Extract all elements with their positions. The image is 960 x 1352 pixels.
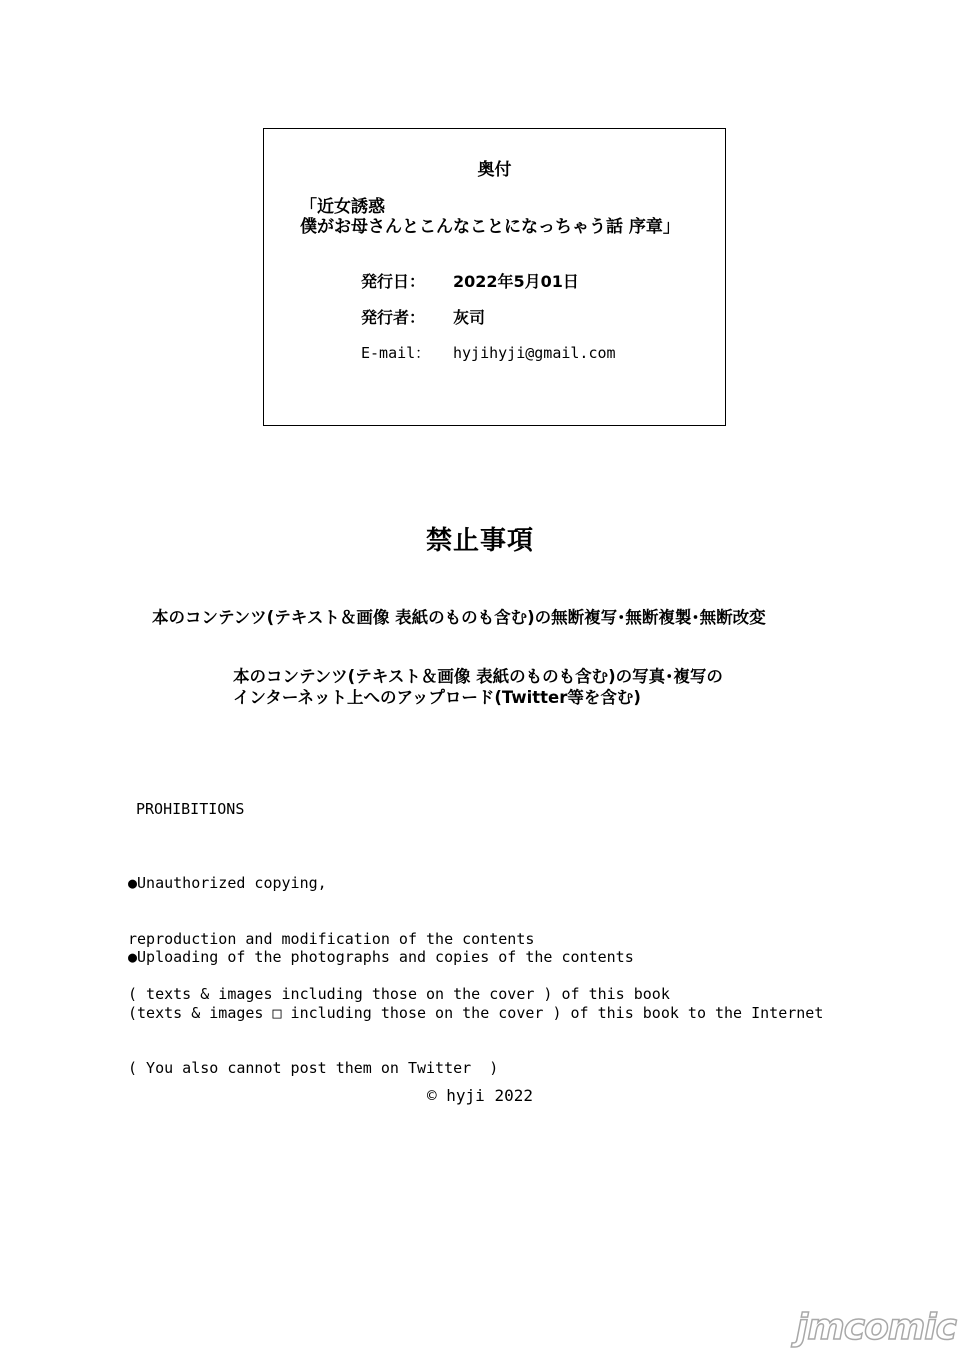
work-title-line-1: 「近女誘惑 [300, 197, 385, 217]
copyright: © hyji 2022 [427, 1086, 533, 1105]
prohibition-en-item-2 [128, 911, 823, 1096]
publisher-label: 発行者： [361, 308, 426, 327]
publisher-row [361, 305, 485, 328]
watermark-logo: jmcomic [795, 1307, 956, 1348]
prohibition-en-item-1-line-2: reproduction and modification of the contents [128, 929, 535, 948]
email-label: E-mail： [361, 344, 431, 362]
prohibition-jp-item-2-line-1: 本のコンテンツ(テキスト＆画像 表紙のものも含む)の写真･複写の [233, 667, 723, 686]
prohibition-en-item-2-line-3: ( You also cannot post them on Twitter ) [128, 1059, 499, 1077]
colophon-title: 奥付 [477, 160, 512, 180]
email-row [361, 342, 616, 363]
publish-date-label: 発行日： [361, 272, 426, 291]
prohibitions-en-heading: PROHIBITIONS [136, 800, 245, 818]
prohibition-en-item-2-line-1: ●Uploading of the photographs and copies of the contents [128, 948, 634, 966]
prohibition-jp-item-2-line-2: インターネット上へのアップロード(Twitter等を含む) [233, 688, 641, 707]
publish-date-value: 2022年5月01日 [453, 272, 579, 291]
prohibition-en-item-1-line-3: ( texts & images including those on the cover ) of this book [128, 985, 670, 1003]
email-value: hyjihyji@gmail.com [453, 344, 616, 362]
publish-date-row [361, 269, 579, 292]
publisher-value: 灰司 [453, 308, 486, 327]
prohibition-jp-item-1: 本のコンテンツ(テキスト＆画像 表紙のものも含む)の無断複写･無断複製･無断改変 [152, 608, 766, 627]
prohibition-en-item-2-line-2: (texts & images □ including those on the cover ) of this book to the Internet [128, 1003, 824, 1022]
prohibition-en-item-1-line-1: ●Unauthorized copying, [128, 874, 327, 892]
prohibitions-jp-heading: 禁止事項 [425, 526, 534, 556]
work-title-line-2: 僕がお母さんとこんなことになっちゃう話 序章」 [300, 217, 680, 237]
work-title [300, 197, 680, 237]
colophon-box [263, 128, 726, 426]
